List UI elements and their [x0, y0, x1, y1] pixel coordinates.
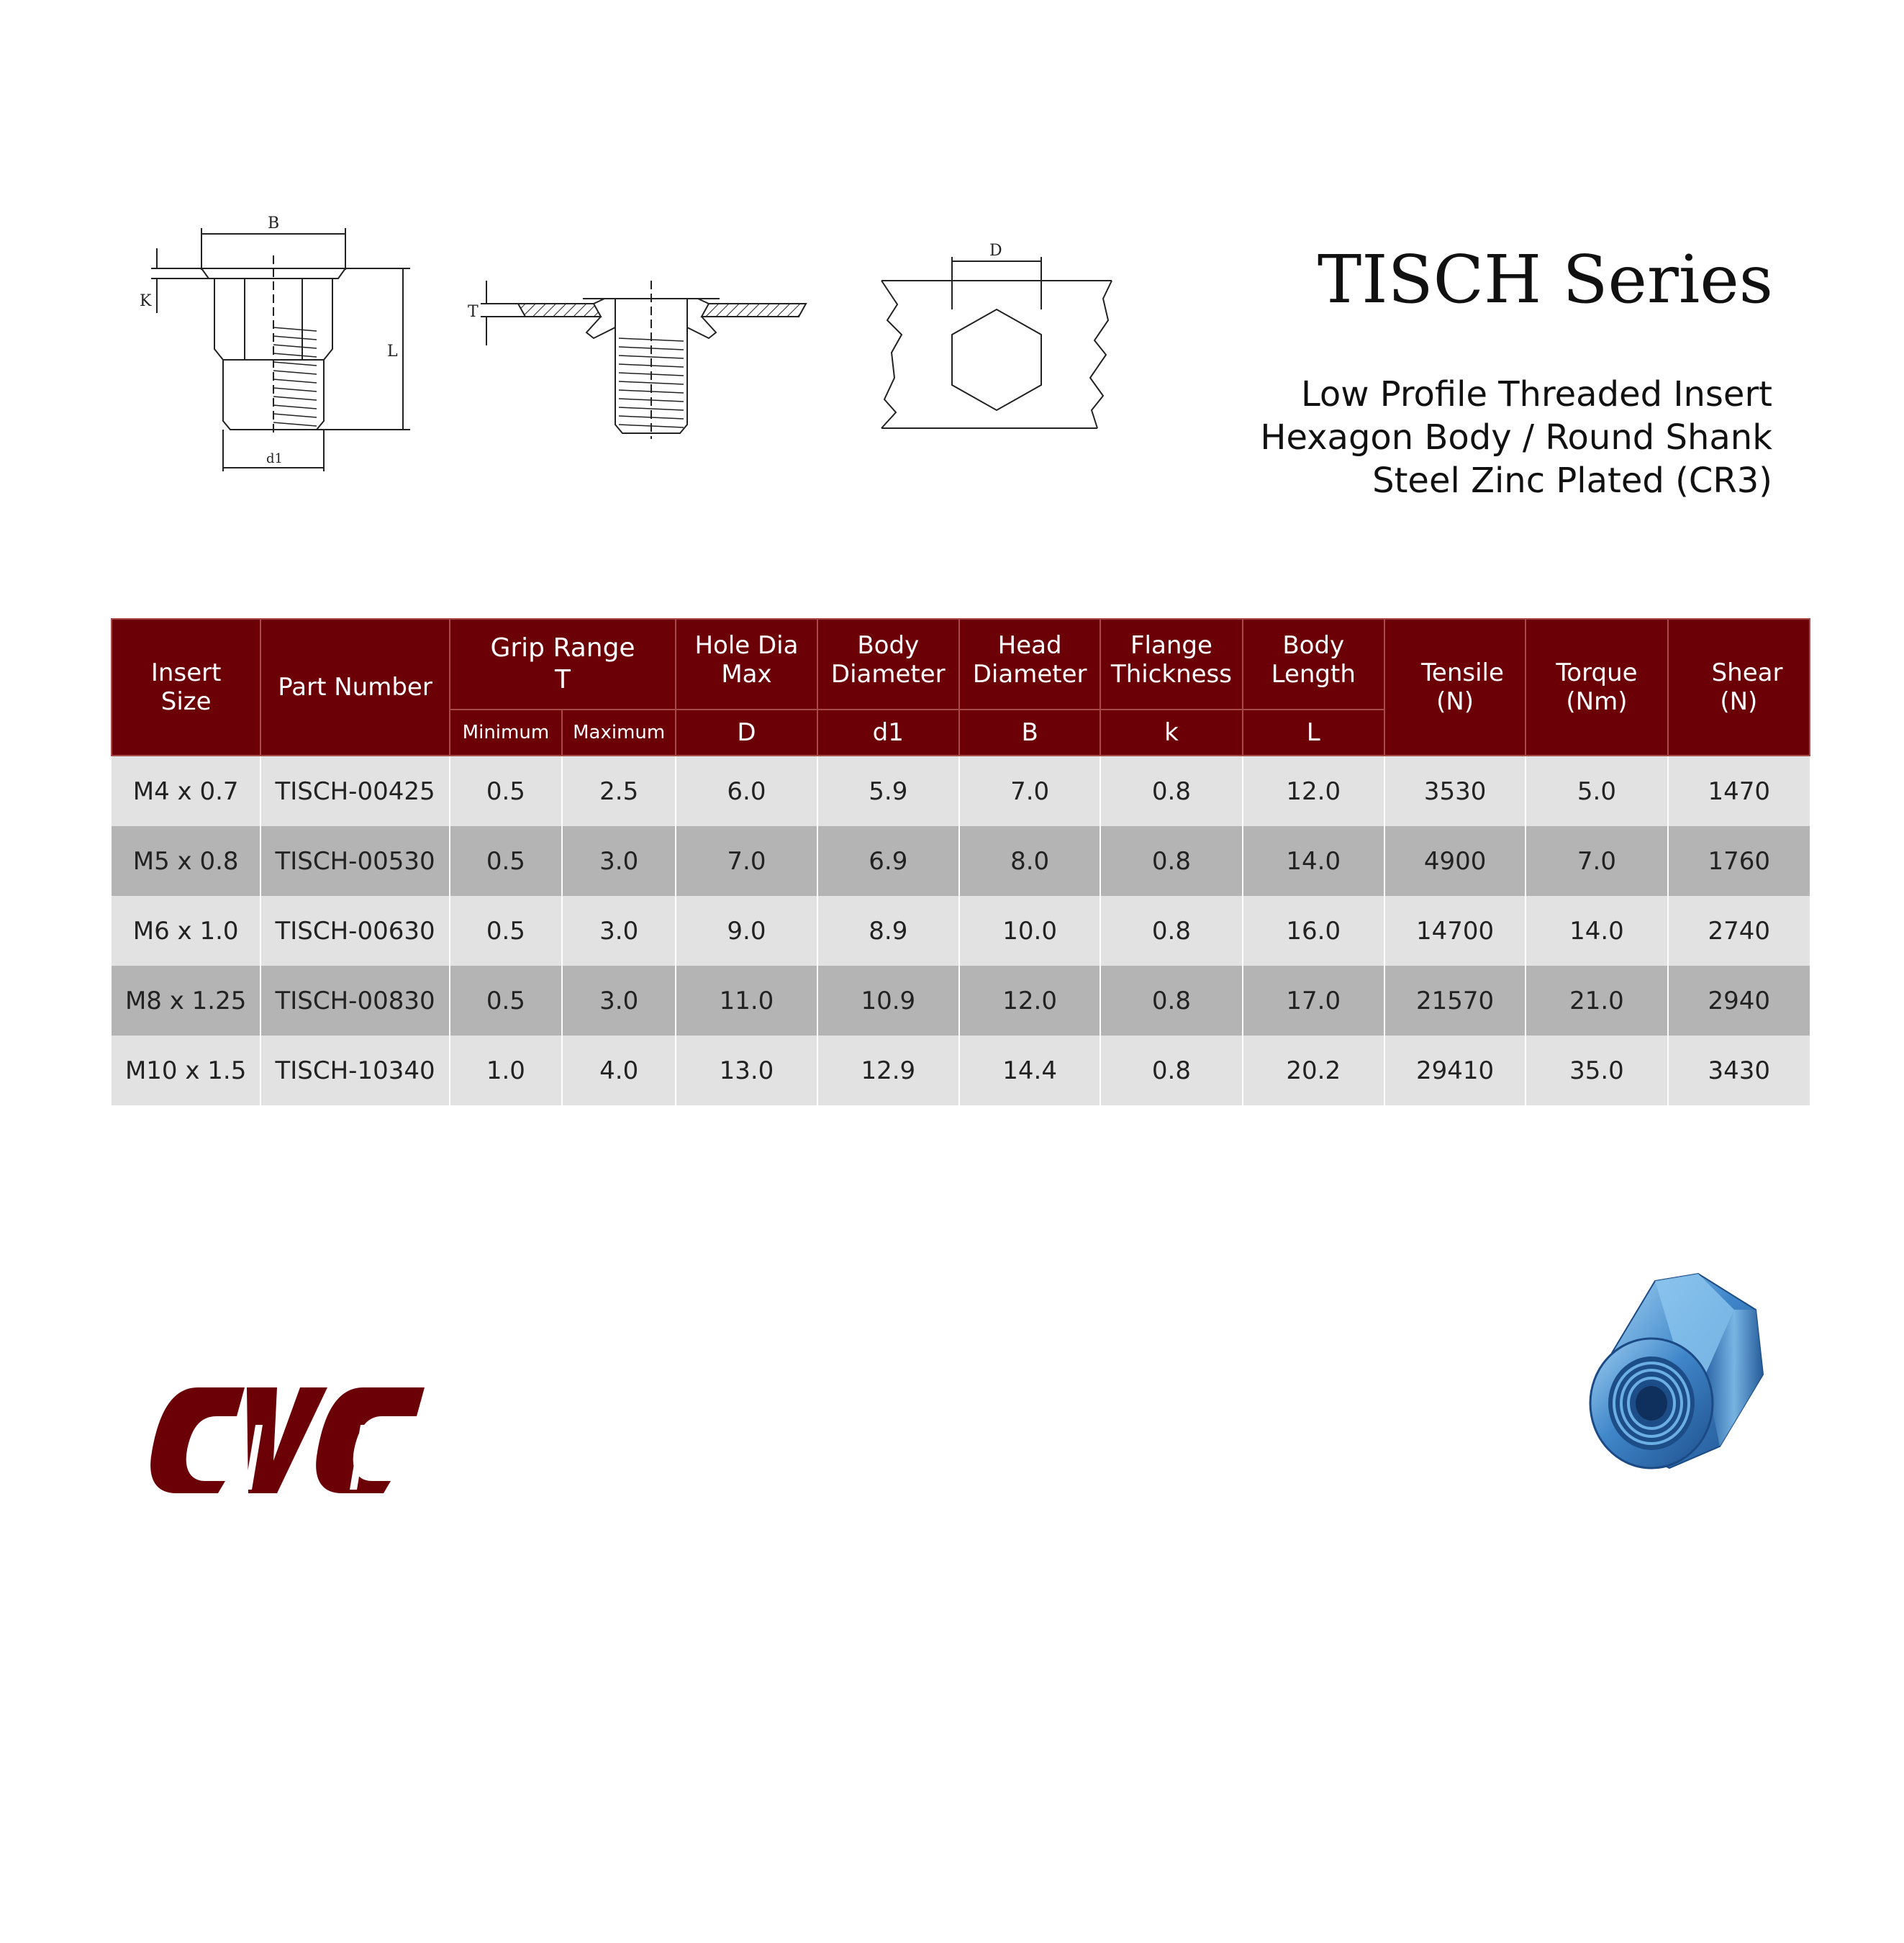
cell-part-number: TISCH-00425 — [260, 756, 449, 826]
cell-hole-dia: 7.0 — [676, 826, 817, 896]
table-row — [112, 896, 1810, 966]
cell-flange-thickness: 0.8 — [1100, 896, 1242, 966]
cell-part-number: TISCH-00530 — [260, 826, 449, 896]
cell-flange-thickness: 0.8 — [1100, 826, 1242, 896]
description-line: Steel Zinc Plated (CR3) — [1372, 461, 1772, 501]
hex-hole-drawing — [874, 234, 1119, 439]
cell-torque: 5.0 — [1526, 756, 1667, 826]
cell-grip-min: 0.5 — [450, 966, 562, 1036]
cell-body-diameter: 6.9 — [817, 826, 959, 896]
label-K: K — [140, 292, 152, 310]
header-body-length: Body Length — [1243, 619, 1384, 710]
product-description — [1260, 373, 1772, 502]
description-line: Hexagon Body / Round Shank — [1260, 417, 1772, 458]
cell-insert-size: M4 x 0.7 — [112, 756, 260, 826]
header-head-diameter: Head Diameter — [959, 619, 1100, 710]
header-body-length-symbol: L — [1243, 710, 1384, 756]
header-hole-dia-symbol: D — [676, 710, 817, 756]
header-head-diameter-symbol: B — [959, 710, 1100, 756]
cvc-logo — [148, 1382, 428, 1497]
cell-flange-thickness: 0.8 — [1100, 756, 1242, 826]
cell-part-number: TISCH-10340 — [260, 1036, 449, 1105]
header-tensile: Tensile (N) — [1384, 619, 1526, 756]
header-grip-range — [450, 619, 676, 710]
table-row — [112, 1036, 1810, 1105]
cell-body-diameter: 12.9 — [817, 1036, 959, 1105]
label-D: D — [989, 242, 1002, 260]
header-grip-max: Maximum — [562, 710, 676, 756]
cell-shear: 2740 — [1668, 896, 1810, 966]
cell-grip-max: 3.0 — [562, 966, 676, 1036]
cell-torque: 7.0 — [1526, 826, 1667, 896]
cell-body-length: 12.0 — [1243, 756, 1384, 826]
cell-shear: 1760 — [1668, 826, 1810, 896]
cell-torque: 21.0 — [1526, 966, 1667, 1036]
cell-body-diameter: 5.9 — [817, 756, 959, 826]
cell-grip-max: 3.0 — [562, 826, 676, 896]
cell-head-diameter: 10.0 — [959, 896, 1100, 966]
cell-grip-max: 2.5 — [562, 756, 676, 826]
cell-part-number: TISCH-00630 — [260, 896, 449, 966]
label-T: T — [468, 303, 479, 321]
table-row — [112, 756, 1810, 826]
cell-body-length: 17.0 — [1243, 966, 1384, 1036]
cell-tensile: 21570 — [1384, 966, 1526, 1036]
cell-head-diameter: 12.0 — [959, 966, 1100, 1036]
cell-grip-max: 3.0 — [562, 896, 676, 966]
header-flange-thickness: Flange Thickness — [1100, 619, 1242, 710]
page-title: TISCH Series — [1317, 241, 1773, 318]
cell-part-number: TISCH-00830 — [260, 966, 449, 1036]
cell-grip-min: 0.5 — [450, 756, 562, 826]
cell-grip-min: 1.0 — [450, 1036, 562, 1105]
header-body-diameter-symbol: d1 — [817, 710, 959, 756]
cell-body-length: 16.0 — [1243, 896, 1384, 966]
cell-grip-max: 4.0 — [562, 1036, 676, 1105]
cell-body-diameter: 8.9 — [817, 896, 959, 966]
cell-shear: 1470 — [1668, 756, 1810, 826]
cell-tensile: 29410 — [1384, 1036, 1526, 1105]
cell-head-diameter: 7.0 — [959, 756, 1100, 826]
cell-grip-min: 0.5 — [450, 826, 562, 896]
cell-insert-size: M8 x 1.25 — [112, 966, 260, 1036]
insert-product-image — [1547, 1267, 1785, 1497]
cell-hole-dia: 6.0 — [676, 756, 817, 826]
cell-flange-thickness: 0.8 — [1100, 1036, 1242, 1105]
header-body-diameter: Body Diameter — [817, 619, 959, 710]
cell-body-length: 14.0 — [1243, 826, 1384, 896]
cell-tensile: 4900 — [1384, 826, 1526, 896]
label-L: L — [387, 343, 398, 361]
description-line: Low Profile Threaded Insert — [1300, 374, 1772, 415]
label-B: B — [268, 214, 280, 232]
cell-torque: 35.0 — [1526, 1036, 1667, 1105]
cell-body-length: 20.2 — [1243, 1036, 1384, 1105]
grip-range-symbol: T — [555, 665, 571, 694]
header-hole-dia: Hole Dia Max — [676, 619, 817, 710]
specification-table — [111, 618, 1810, 1105]
insert-installed-section-drawing — [461, 266, 813, 439]
cell-insert-size: M5 x 0.8 — [112, 826, 260, 896]
cell-head-diameter: 8.0 — [959, 826, 1100, 896]
cell-tensile: 14700 — [1384, 896, 1526, 966]
cell-grip-min: 0.5 — [450, 896, 562, 966]
insert-side-view-drawing — [130, 212, 425, 486]
cell-hole-dia: 9.0 — [676, 896, 817, 966]
cell-torque: 14.0 — [1526, 896, 1667, 966]
table-row — [112, 826, 1810, 896]
cell-shear: 2940 — [1668, 966, 1810, 1036]
header-part-number: Part Number — [260, 619, 449, 756]
cell-tensile: 3530 — [1384, 756, 1526, 826]
header-flange-thickness-symbol: k — [1100, 710, 1242, 756]
cell-hole-dia: 11.0 — [676, 966, 817, 1036]
cell-head-diameter: 14.4 — [959, 1036, 1100, 1105]
label-d1: d1 — [266, 451, 283, 466]
cell-flange-thickness: 0.8 — [1100, 966, 1242, 1036]
header-insert-size: Insert Size — [112, 619, 260, 756]
cell-shear: 3430 — [1668, 1036, 1810, 1105]
cell-body-diameter: 10.9 — [817, 966, 959, 1036]
header-grip-min: Minimum — [450, 710, 562, 756]
cell-insert-size: M6 x 1.0 — [112, 896, 260, 966]
cell-insert-size: M10 x 1.5 — [112, 1036, 260, 1105]
header-shear: Shear (N) — [1668, 619, 1810, 756]
table-row — [112, 966, 1810, 1036]
header-torque: Torque (Nm) — [1526, 619, 1667, 756]
grip-range-label: Grip Range — [490, 633, 635, 663]
cell-hole-dia: 13.0 — [676, 1036, 817, 1105]
